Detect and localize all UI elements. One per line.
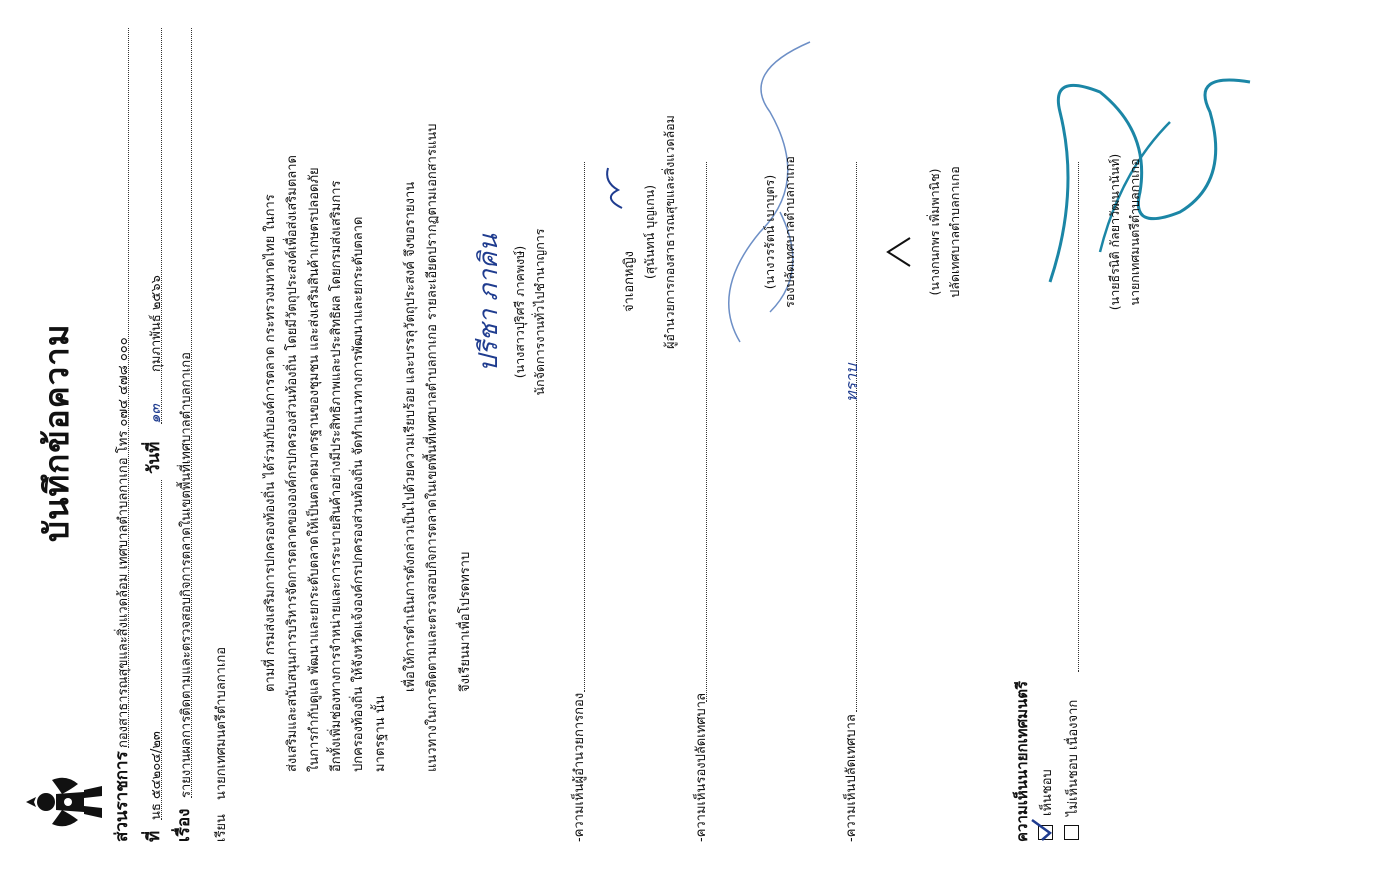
- agency-label: ส่วนราชการ: [112, 751, 132, 842]
- sig4-name: (นางกนกพร เพิ่มพานิช): [927, 168, 942, 296]
- sig4-position: ปลัดเทศบาลตำบลกาเกอ: [947, 166, 962, 298]
- disagree-label: ไม่เห็นชอบ เนื่องจาก: [1066, 699, 1081, 816]
- para1-line1: ตามที่ กรมส่งเสริมการปกครองท้องถิ่น ได้ร่วมกับองค์การตลาด กระทรวงมหาดไทย ในการ: [263, 194, 278, 692]
- para2-line1: เพื่อให้การดำเนินการดังกล่าวเป็นไปด้วยความเรียบร้อย และบรรลุวัตถุประสงค์ จึงขอรายงาน: [403, 181, 418, 692]
- clerk-opinion-label: -ความเห็นปลัดเทศบาล: [844, 714, 859, 842]
- agree-label: เห็นชอบ: [1040, 769, 1055, 816]
- para2-line2: แนวทางในการติดตามและตรวจสอบกิจการตลาดในเขตพื้นที่เทศบาลตำบลกาเกอ รายละเอียดปรากฏตามเอกสารแนบ: [425, 123, 440, 772]
- signature-4-stroke: [880, 232, 920, 272]
- signature-2-stroke: [598, 162, 628, 212]
- sig1-position: นักจัดการงานทั่วไปชำนาญการ: [532, 228, 547, 396]
- para1-line5: ปกครองท้องถิ่น ให้จังหวัดแจ้งองค์กรปกครองส่วนท้องถิ่น จัดทำแนวทางการพัฒนาและยกระดับตลาด: [351, 216, 366, 772]
- closing-line: จึงเรียนมาเพื่อโปรดทราบ: [458, 551, 473, 692]
- sig1-name: (นางสาวปุริศรี ภาคพงษ์): [512, 245, 527, 379]
- sig3-name: (นางวรรัตน์ เบาบุตร): [762, 174, 777, 290]
- date-day-handwritten: ๑๓: [146, 404, 164, 424]
- sig2-position: ผู้อำนวยการกองสาธารณสุขและสิ่งแวดล้อม: [662, 115, 677, 349]
- ref-value: นธ ๕๔๒๐๔/๒๓: [149, 731, 164, 820]
- date-label: วันที่: [144, 441, 164, 474]
- signature-5-stroke: [1020, 52, 1280, 312]
- sig5-name: (นายธีรนิติ กัลยาวัฒนานันท์): [1107, 153, 1122, 311]
- agency-value: กองสาธารณสุขและสิ่งแวดล้อม เทศบาลตำบลกาเกอ โทร ๐๗๔ ๔๗๘ ๐๐๐: [116, 337, 131, 748]
- head-opinion-label: -ความเห็นผู้อำนวยการกอง: [572, 692, 587, 842]
- para1-line3: ในการกำกับดูแล พัฒนาและยกระดับตลาดให้เป็นตลาดมาตรฐานของชุมชน และส่งเสริมสินค้าเกษตรปลอดภัย: [307, 167, 322, 772]
- disagree-checkbox[interactable]: [1064, 825, 1079, 840]
- mayor-opinion-label: ความเห็นนายกเทศมนตรี: [1013, 680, 1031, 842]
- deputy-clerk-opinion-label: -ความเห็นรองปลัดเทศบาล: [694, 692, 709, 842]
- to-value: นายกเทศมนตรีตำบลกาเกอ: [214, 646, 229, 800]
- checkmark-icon: [1030, 818, 1056, 844]
- para1-line2: ส่งเสริมและสนับสนุนการบริหารจัดการตลาดขององค์กรปกครองส่วนท้องถิ่น โดยมีวัตถุประสงค์เพื่อส่งเสริมตลาด: [285, 155, 300, 772]
- signature-1-handwriting: ปรีชา ภาคิน: [474, 234, 504, 372]
- subject-value: รายงานผลการติดตามและตรวจสอบกิจการตลาดในเขตพื้นที่เทศบาลตำบลกาเกอ: [179, 352, 194, 798]
- sig2-name: (สุนันทน์ บุญเกน): [642, 184, 657, 280]
- clerk-opinion-handwriting: ทราบ: [842, 363, 861, 402]
- garuda-emblem-icon: [22, 772, 106, 832]
- ref-label: ที่: [144, 830, 164, 842]
- para1-line6: มาตรฐาน นั้น: [373, 695, 388, 772]
- para1-line4: อีกทั้งเพิ่มช่องทางการจำหน่ายและการระบายสินค้าอย่างมีประสิทธิภาพและประสิทธิผล โดยกรมส่งเสริมการ: [329, 180, 344, 772]
- rank-prefix: จ่าเอกหญิง: [622, 250, 637, 312]
- memo-title: บันทึกข้อความ: [37, 323, 76, 542]
- date-month-year: กุมภาพันธ์ ๒๕๖๖: [149, 275, 164, 372]
- to-label: เรียน: [214, 814, 229, 842]
- sig3-position: รองปลัดเทศบาลตำบลกาเกอ: [782, 156, 797, 308]
- sig5-position: นายกเทศมนตรีตำบลกาเกอ: [1127, 158, 1142, 306]
- subject-label: เรื่อง: [174, 808, 194, 842]
